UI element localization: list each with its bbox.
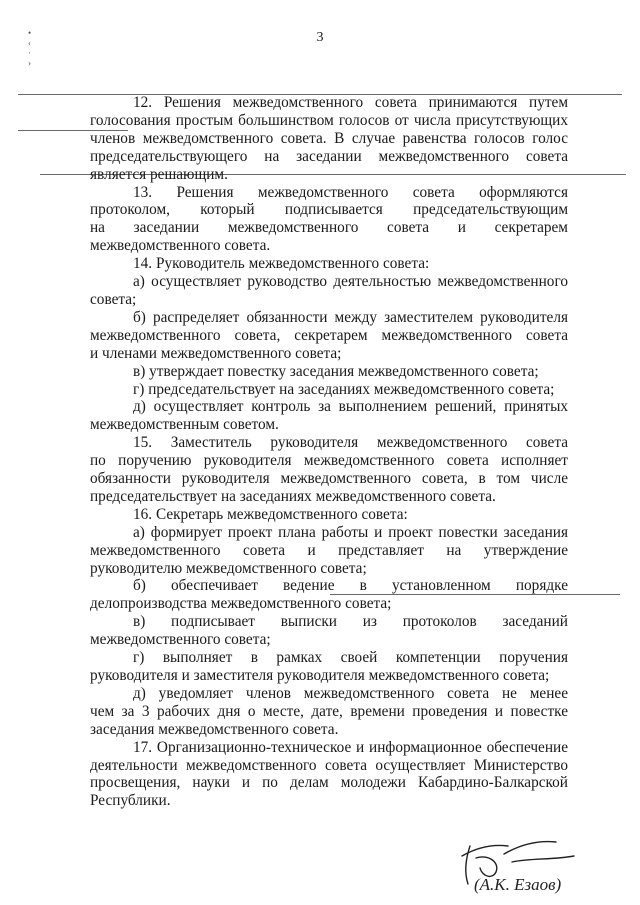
text-line: и членами межведомственного совета; (90, 344, 342, 362)
text-line: 16. Секретарь межведомственного совета: (133, 505, 408, 523)
text-line: а) формирует проект плана работы и проект повестки заседания (133, 523, 568, 541)
text-line: председательствующего на заседании межведомственного совета (90, 147, 568, 165)
text-line: межведомственного совета; (90, 631, 271, 649)
signature-name: (А.К. Езаов) (474, 875, 562, 894)
text-line: межведомственным советом. (90, 416, 279, 434)
text-line: чем за 3 рабочих дня о месте, дате, времени проведения и повестке (90, 702, 568, 720)
margin-mark: • (28, 28, 32, 38)
text-line: 12. Решения межведомственного совета принимаются путем (133, 94, 568, 111)
page-number: 3 (316, 30, 324, 45)
text-line: председательствует на заседаниях межведомственного совета. (90, 487, 496, 505)
text-line: в) подписывает выписки из протоколов заседаний (133, 613, 568, 631)
text-line: руководителя и заместителя руководителя межведомственного совета; (90, 667, 550, 684)
text-line: руководителю межведомственного совета; (90, 559, 367, 577)
text-line: в) утверждает повестку заседания межведомственного совета; (133, 362, 539, 380)
text-line: 15. Заместитель руководителя межведомственного совета (133, 434, 568, 452)
text-line: д) уведомляет членов межведомственного совета не менее (133, 684, 568, 702)
text-line: заседания межведомственного совета. (90, 720, 339, 738)
signature (452, 828, 612, 898)
text-line: 17. Организационно-техническое и информационное обеспечение (133, 738, 568, 756)
text-line: совета; (90, 290, 137, 308)
text-line: голосования простым большинством голосов от числа присутствующих (90, 111, 568, 129)
text-line: деятельности межведомственного совета осуществляет Министерство (90, 756, 568, 774)
text-line: протоколом, который подписывается председательствующим (90, 201, 568, 219)
text-line: межведомственного совета. (90, 237, 271, 255)
text-line: на заседании межведомственного совета и секретарем (90, 219, 568, 237)
margin-mark: › (28, 58, 31, 68)
text-line: Республики. (90, 792, 171, 810)
text-line: является решающим. (90, 165, 228, 183)
text-line: г) председательствует на заседаниях межведомственного совета; (133, 380, 555, 398)
text-line: по поручению руководителя межведомственного совета исполняет (90, 452, 568, 470)
text-line: 13. Решения межведомственного совета оформляются (133, 183, 568, 201)
text-line: межведомственного совета и представляет на утверждение (90, 541, 568, 559)
text-line: б) обеспечивает ведение в установленном порядке (133, 577, 568, 595)
margin-mark: · (28, 48, 31, 58)
document-body (90, 94, 568, 810)
text-line: членов межведомственного совета. В случае равенства голосов голос (90, 129, 568, 147)
text-line: межведомственного совета, секретарем межведомственного совета (90, 326, 568, 344)
text-line: 14. Руководитель межведомственного совета: (133, 255, 430, 273)
text-line: просвещения, науки и по делам молодежи Кабардино-Балкарской (90, 774, 568, 792)
text-line: обязанности руководителя межведомственного совета, в том числе (90, 470, 568, 488)
margin-mark: ‹ (28, 38, 31, 48)
text-line: а) осуществляет руководство деятельностью межведомственного (133, 273, 568, 291)
text-line: г) выполняет в рамках своей компетенции поручения (133, 649, 568, 667)
margin-marks (28, 28, 31, 68)
text-line: д) осуществляет контроль за выполнением решений, принятых (133, 398, 568, 416)
text-line: б) распределяет обязанности между заместителем руководителя (133, 308, 568, 326)
text-line: делопроизводства межведомственного совета; (90, 595, 392, 613)
